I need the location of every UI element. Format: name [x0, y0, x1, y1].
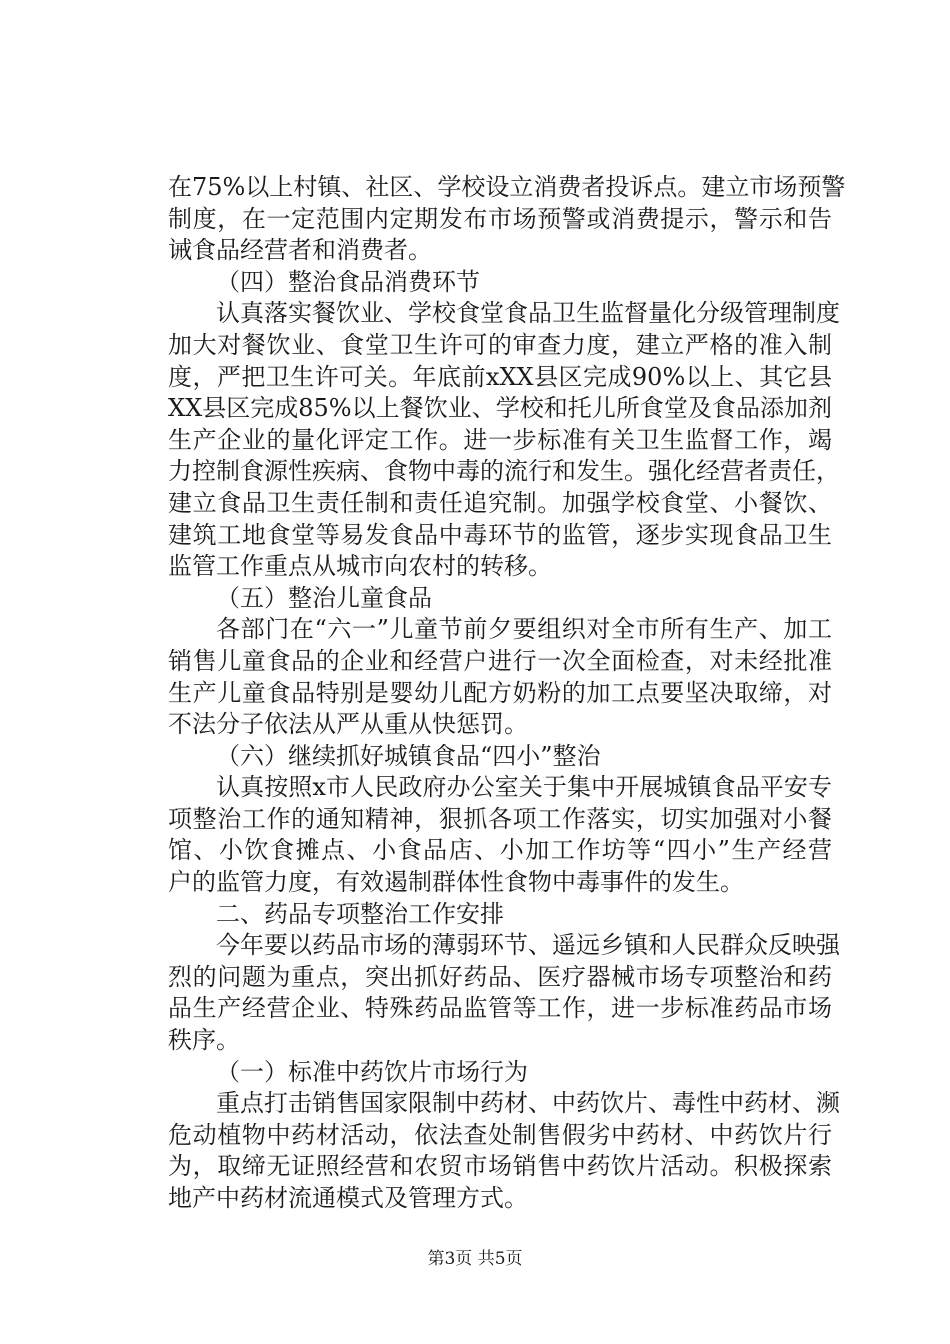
text-line: 地产中药材流通模式及管理方式。 [168, 1184, 528, 1212]
text-line: 建筑工地食堂等易发食品中毒环节的监管，逐步实现食品卫生 [168, 520, 832, 549]
text-line: 各部门在“六一”儿童节前夕要组织对全市所有生产、加工 [216, 615, 832, 644]
page-footer: 第3页 共5页 [427, 1249, 523, 1269]
text-line: 秩序。 [168, 1026, 240, 1055]
text-line: 二、药品专项整治工作安排 [216, 899, 504, 928]
text-line: （五）整治儿童食品 [216, 583, 432, 612]
document-body [168, 172, 846, 1215]
text-line: 在75%以上村镇、社区、学校设立消费者投诉点。建立市场预警 [168, 173, 846, 201]
text-line: 烈的问题为重点，突出抓好药品、医疗器械市场专项整治和药 [168, 962, 832, 991]
text-line: 度，严把卫生许可关。年底前xXX县区完成90%以上、其它县 [168, 362, 832, 391]
text-line: 建立食品卫生责任制和责任追究制。加强学校食堂、小餐饮、 [168, 488, 832, 517]
text-line: 今年要以药品市场的薄弱环节、遥远乡镇和人民群众反映强 [216, 931, 840, 960]
text-line: 重点打击销售国家限制中药材、中药饮片、毒性中药材、濒 [216, 1089, 840, 1118]
text-line: 生产企业的量化评定工作。进一步标准有关卫生监督工作，竭 [168, 425, 832, 454]
text-line: （六）继续抓好城镇食品“四小”整治 [216, 741, 601, 770]
text-line: 馆、小饮食摊点、小食品店、小加工作坊等“四小”生产经营 [168, 836, 832, 865]
text-line: XX县区完成85%以上餐饮业、学校和托儿所食堂及食品添加剂 [168, 394, 832, 423]
text-line: 加大对餐饮业、食堂卫生许可的审查力度，建立严格的准入制 [168, 330, 832, 359]
text-line: 项整治工作的通知精神，狠抓各项工作落实，切实加强对小餐 [168, 804, 832, 833]
text-line: （四）整治食品消费环节 [216, 267, 480, 296]
text-line: 制度，在一定范围内定期发布市场预警或消费提示，警示和告 [168, 204, 832, 233]
text-line: 户的监管力度，有效遏制群体性食物中毒事件的发生。 [168, 868, 744, 897]
text-line: 危动植物中药材活动，依法查处制售假劣中药材、中药饮片行 [168, 1120, 832, 1149]
text-line: 认真落实餐饮业、学校食堂食品卫生监督量化分级管理制度 [216, 299, 840, 328]
text-line: 生产儿童食品特别是婴幼儿配方奶粉的加工点要坚决取缔，对 [168, 678, 832, 707]
text-line: 品生产经营企业、特殊药品监管等工作，进一步标准药品市场 [168, 994, 832, 1023]
text-line: 认真按照x市人民政府办公室关于集中开展城镇食品平安专 [216, 773, 832, 802]
text-line: 销售儿童食品的企业和经营户进行一次全面检查，对未经批准 [168, 646, 832, 675]
text-line: 监管工作重点从城市向农村的转移。 [168, 552, 552, 581]
text-line: 诫食品经营者和消费者。 [168, 236, 432, 265]
text-line: 不法分子依法从严从重从快惩罚。 [168, 710, 528, 739]
text-line: 力控制食源性疾病、食物中毒的流行和发生。强化经营者责任， [168, 457, 840, 486]
text-line: 为，取缔无证照经营和农贸市场销售中药饮片活动。积极探索 [168, 1152, 832, 1181]
text-line: （一）标准中药饮片市场行为 [216, 1057, 528, 1086]
